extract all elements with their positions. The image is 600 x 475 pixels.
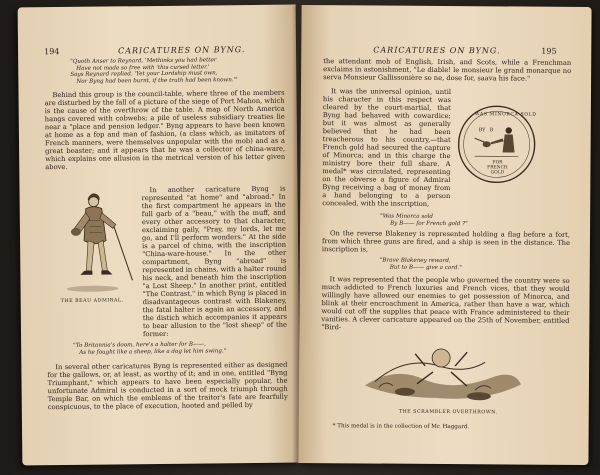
right-page-number: 195 (541, 46, 557, 56)
scrambler-figure (355, 335, 525, 406)
inscription-2 (380, 258, 560, 272)
top-quote-line: Says Reynard replied, 'Yet your Lordship must own, (70, 70, 218, 79)
top-quote-line: "Quoth Anser to Reynard, 'Methinks you had better (70, 57, 217, 65)
beau-admiral-figure (57, 184, 136, 295)
medal-mid-right: B (489, 128, 494, 134)
top-quote-line: Nor Byng had been burnt, if the truth had been known.'" (76, 76, 238, 85)
distich (73, 341, 283, 356)
top-quote (70, 57, 280, 86)
left-page-number: 194 (44, 47, 60, 57)
inscription-1-line: "Was Minorca sold (380, 213, 433, 220)
right-page-header: CARICATURES ON BYNG. (373, 45, 501, 56)
left-figure-caption: THE BEAU ADMIRAL. (60, 298, 124, 305)
left-paragraph-3: In several other caricatures Byng is represented either as designed for the gallows, or, at least, as worthy of it; and in one, entitled "Byng Triumphant," which appears to have been especially popular, the unfortunate Admiral is conducted in a sort of mock triumph through Temple Bar, on which the emblems of the traitor's fate are fearfully conspicuous, to the place of execution, hooted and pelled by (47, 360, 288, 412)
right-paragraph-3: On the reverse Blakeney is represented holding a flag before a fort, from which three guns are fired, and a ship is seen in the distance. The inscription is, (321, 229, 571, 254)
right-page (298, 5, 591, 465)
left-page (18, 5, 301, 466)
left-paragraph-2: In another caricature Byng is represented "at home" and "abroad." In the first compartment he appears in the full garb of a "beau," with the muff, and every other accessory to that character, exclaiming gaily, "Pray, my lords, let me go, and I'll perform wonders." At the side is a parcel of china, with the inscription "China-ware-house." In the other compartment, Byng "abroad" is represented in chains, with a halter round his neck, and beneath him the inscription "a Lost Sheep." In another print, entitled "The Contrast," in which Byng is placed in disadvantageous contrast with Blakeney, the fatal halter is again an accessory, and the distich which accompanies it appears to bear allusion to the "lost sheep" of the former: (141, 184, 287, 339)
footnote: * This medal is in the collection of Mr. Haggard. (332, 423, 470, 431)
medal-bottom-text: FOR FRENCH GOLD (487, 160, 508, 176)
distich-line: As he fought like a sheep, like a dog let him swing." (79, 347, 227, 356)
right-paragraph-2: It was the universal opinion, until his character in this respect was cleared by the court-martial, that Byng had behaved with cowardice; but it was almost as generally believed that he had been treacherous to his country,—that French gold had secured the capture of Minorca; and in this charge the ministry bore their full share. A medal* was circulated, representing on the obverse a figure of Admiral Byng receiving a bag of money from a hand belonging to a person concealed, with the inscription, (322, 87, 452, 208)
right-figure-caption: THE SCRAMBLER OVERTHROWN. (398, 409, 498, 416)
left-page-header: CARICATURES ON BYNG. (118, 45, 246, 56)
inscription-1-line: By B—— for French gold ?" (390, 220, 468, 227)
right-paragraph-4: It was represented that the people who governed the country were so much addicted to French luxuries and French vices, that they would willingly have allowed our enemies to get possession of Minorca, and blink at their encroachment in America, rather than have a war, which would cut off the supplies that peace with France administered to their vanities. A clever caricature appeared on the 25th of November, entitled "Bird- (321, 275, 570, 332)
inscription-2-line: But to B—— give a cord." (389, 264, 462, 271)
inscription-2-line: "Brave Blakeney reward, (379, 257, 451, 265)
medal-top-text: WAS MINORCA SOLD (474, 112, 537, 118)
medal-mid-left: BY (478, 128, 486, 134)
distich-line: "To Britannia's doom, here's a halter for B——, (73, 341, 206, 349)
medal-figure (456, 104, 537, 185)
top-quote-line: Have not made so free with 'this cursed letter.' (76, 64, 210, 72)
right-paragraph-1: the attendant mob of English, Irish, and Scots, while a Frenchman exclaims in astonishment, "Le diable! le monsieur le grand monarque no serva Monsieur Gallissonière so ne, dose for, saava his face." (323, 57, 572, 83)
left-paragraph-1: Behind this group is the council-table, where three of the members are disturbed by the fall of a picture of the siege of Port Mahon, which is the cause of the overthrow of the table. A map of North America hangs covered with cobwebs; a pile of useless subsidiary treaties lie near a "place and pension ledger." Byng appears to have been known at home as a fop and man of fashion, (a class which, as imitators of French manners, were themselves unpopular with the mob) and as a great boaster; and it appears that he was a collector of china-ware, which explains one allusion in the metrical version of his letter given above. (44, 88, 286, 172)
inscription-1 (380, 214, 560, 228)
